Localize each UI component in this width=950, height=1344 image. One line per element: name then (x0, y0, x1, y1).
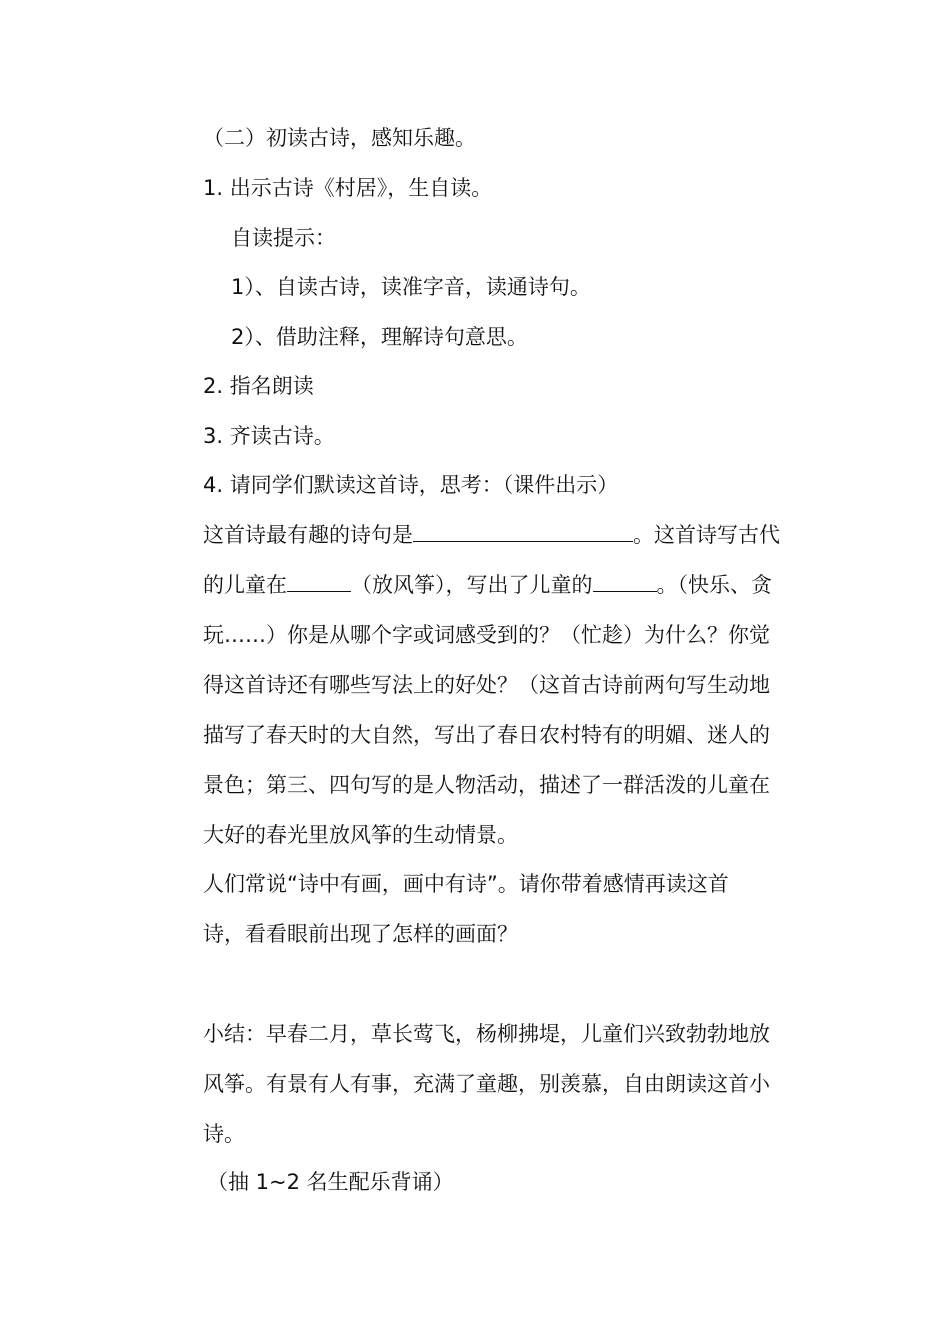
question-line-1 (203, 521, 780, 549)
question-text: （放风筝），写出了儿童的 (351, 573, 593, 597)
summary-line-2: 风筝。有景有人有事，充满了童趣，别羡慕，自由朗读这首小 (203, 1072, 770, 1096)
summary-line-3: 诗。 (203, 1122, 245, 1146)
paragraph-line-1: 人们常说“诗中有画，画中有诗”。请你带着感情再读这首 (203, 872, 729, 896)
recitation-note: （抽 1~2 名生配乐背诵） (207, 1170, 454, 1194)
step-1: 1. 出示古诗《村居》，生自读。 (203, 176, 493, 200)
tip-title: 自读提示： (231, 226, 336, 250)
step-2: 2. 指名朗读 (203, 374, 314, 398)
question-line-7: 大好的春光里放风筝的生动情景。 (203, 823, 518, 847)
fill-blank-1[interactable] (413, 521, 633, 542)
tip-2: 2）、借助注释，理解诗句意思。 (231, 325, 528, 349)
question-line-6: 景色；第三、四句写的是人物活动，描述了一群活泼的儿童在 (203, 773, 770, 797)
step-4: 4. 请同学们默读这首诗，思考：（课件出示） (203, 473, 619, 497)
summary-line-1: 小结：早春二月，草长莺飞，杨柳拂堤，儿童们兴致勃勃地放 (203, 1022, 770, 1046)
question-text: 。这首诗写古代 (633, 523, 780, 547)
question-text: 这首诗最有趣的诗句是 (203, 523, 413, 547)
question-line-2 (203, 571, 772, 599)
paragraph-line-2: 诗，看看眼前出现了怎样的画面？ (203, 922, 518, 946)
question-line-3: 玩……）你是从哪个字或词感受到的？（忙趁）为什么？你觉 (203, 623, 770, 647)
fill-blank-2[interactable] (287, 571, 351, 592)
step-3: 3. 齐读古诗。 (203, 424, 335, 448)
question-line-4: 得这首诗还有哪些写法上的好处？（这首古诗前两句写生动地 (203, 673, 770, 697)
tip-1: 1）、自读古诗，读准字音，读通诗句。 (231, 275, 591, 299)
question-text: 的儿童在 (203, 573, 287, 597)
section-heading: （二）初读古诗，感知乐趣。 (203, 126, 476, 150)
question-line-5: 描写了春天时的大自然，写出了春日农村特有的明媚、迷人的 (203, 723, 770, 747)
fill-blank-3[interactable] (593, 571, 657, 592)
question-text: 。（快乐、贪 (656, 573, 772, 597)
